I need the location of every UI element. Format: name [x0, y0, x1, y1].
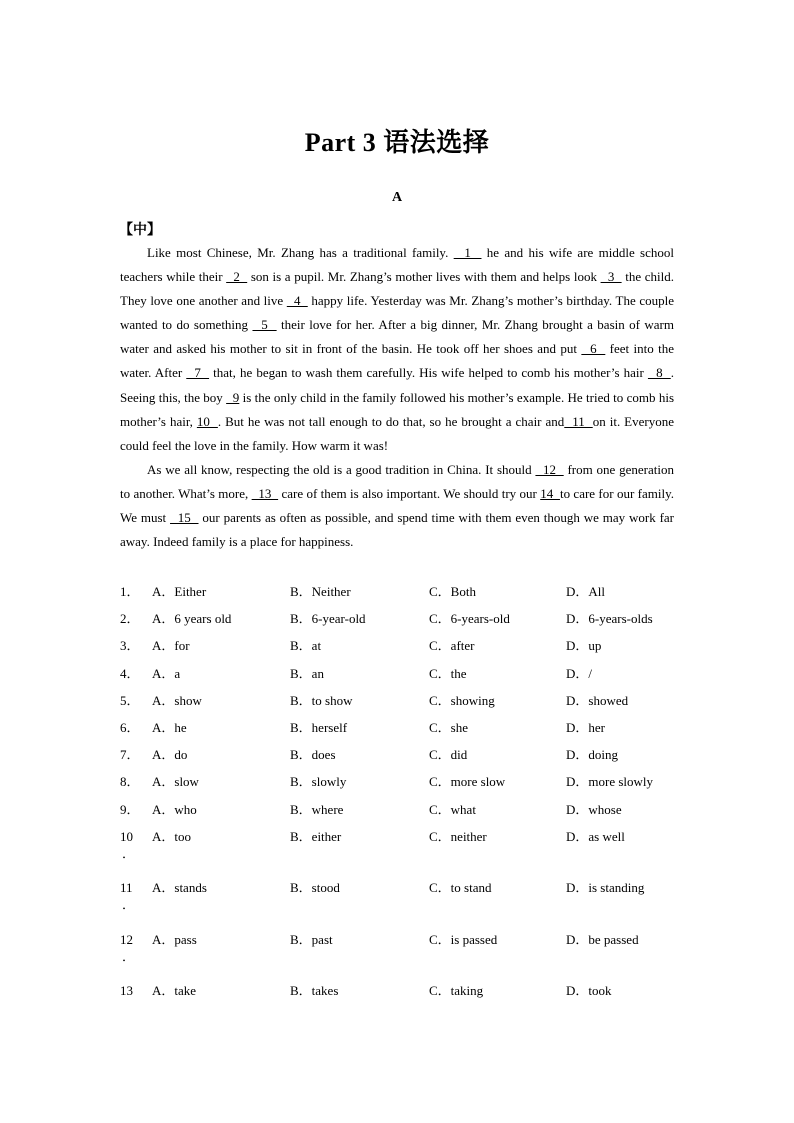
answer-option-b[interactable]: B．slowly — [290, 774, 347, 790]
question-number-text: 9． — [120, 801, 140, 817]
answer-blank: 6 — [581, 341, 606, 357]
passage-text: our parents as often as possible, and spend time with them even though we may work far away. Indeed family is a place for happiness. — [120, 510, 675, 550]
question-number — [120, 717, 144, 739]
answer-option-b[interactable]: B．to show — [290, 692, 353, 708]
answer-option-c[interactable]: C．to stand — [429, 880, 492, 896]
question-number — [120, 690, 144, 712]
passage-text: the child. They love one another and live — [120, 269, 674, 309]
answer-option-d[interactable]: D．6-years-olds — [566, 611, 653, 627]
answer-option-a[interactable]: A．stands — [152, 880, 207, 896]
answer-option-c[interactable]: C．taking — [429, 983, 484, 999]
answer-blank: 2 — [226, 269, 248, 285]
answer-option-a[interactable]: A．show — [152, 692, 202, 708]
answer-option-c[interactable]: C．more slow — [429, 774, 506, 790]
answer-option-a[interactable]: A．for — [152, 638, 190, 654]
answer-blank: 8 — [647, 365, 671, 381]
question-row — [120, 690, 680, 717]
question-number — [120, 744, 144, 766]
passage-text: feet into the water. After — [120, 341, 674, 381]
answer-option-d[interactable]: D．took — [566, 983, 612, 999]
passage-text: Like most Chinese, Mr. Zhang has a traditional family. — [147, 245, 454, 260]
question-row — [120, 771, 680, 798]
question-number — [120, 826, 144, 860]
question-row — [120, 608, 680, 635]
answer-option-c[interactable]: C．the — [429, 665, 467, 681]
answer-option-a[interactable]: A．a — [152, 665, 181, 681]
passage-text: is the only child in the family followed his mother’s example. He tried to comb his mother’s hair, — [120, 389, 675, 429]
question-number-dot: ． — [122, 845, 136, 861]
answer-option-c[interactable]: C．6-years-old — [429, 611, 510, 627]
passage-text: on it. Everyone could feel the love in the family. How warm it was! — [120, 413, 674, 453]
answer-option-a[interactable]: A．too — [152, 828, 192, 844]
passage-text: from one generation to another. What’s more, — [120, 461, 674, 501]
answer-option-b[interactable]: B．at — [290, 638, 322, 654]
passage-text: . But he was not tall enough to do that, so he brought a chair and — [217, 413, 565, 429]
passage-text: to care for our family. We must — [120, 485, 674, 526]
question-list — [120, 581, 680, 1007]
answer-blank: 7 — [186, 365, 210, 381]
section-label: A — [391, 190, 403, 205]
answer-option-c[interactable]: C．what — [429, 801, 476, 817]
answer-option-b[interactable]: B．past — [290, 931, 333, 947]
question-row — [120, 663, 680, 690]
question-number-text: 1． — [120, 584, 140, 599]
answer-option-b[interactable]: B．6-year-old — [290, 611, 366, 627]
question-number-text: 10 — [120, 828, 133, 844]
answer-blank: 4 — [286, 293, 308, 309]
question-number — [120, 581, 144, 603]
question-number — [120, 980, 144, 1002]
answer-option-d[interactable]: D．showed — [566, 692, 629, 708]
question-number-text: 12 — [120, 931, 133, 947]
answer-option-b[interactable]: B．either — [290, 828, 342, 844]
answer-option-c[interactable]: C．after — [429, 638, 475, 654]
answer-option-b[interactable]: B．an — [290, 665, 324, 681]
question-number-text: 4． — [120, 665, 140, 681]
answer-option-a[interactable]: A．take — [152, 983, 197, 999]
answer-option-d[interactable]: D．All — [566, 584, 606, 599]
answer-option-b[interactable]: B．takes — [290, 983, 339, 999]
answer-blank: 9 — [226, 389, 240, 405]
passage-text: son is a pupil. Mr. Zhang’s mother lives with them and helps look — [247, 269, 601, 285]
answer-option-a[interactable]: A．6 years old — [152, 611, 232, 627]
answer-option-d[interactable]: D．doing — [566, 747, 619, 763]
question-number-text: 11 — [120, 880, 133, 896]
question-number-text: 13 — [120, 983, 133, 999]
answer-option-c[interactable]: C．is passed — [429, 931, 498, 947]
answer-option-a[interactable]: A．who — [152, 801, 197, 817]
passage-text: . Seeing this, the boy — [120, 365, 674, 405]
question-number-dot: ． — [122, 948, 136, 964]
question-row — [120, 929, 680, 981]
page-title: Part 3 语法选择 — [304, 128, 490, 157]
question-number-text: 5． — [120, 692, 140, 708]
answer-blank: 15 — [170, 510, 199, 526]
answer-option-c[interactable]: C．neither — [429, 828, 487, 844]
answer-blank: 13 — [251, 485, 279, 501]
answer-option-d[interactable]: D．up — [566, 638, 602, 654]
question-row — [120, 877, 680, 929]
question-number — [120, 929, 144, 963]
question-number-text: 3． — [120, 638, 140, 654]
answer-option-a[interactable]: A．Either — [152, 584, 207, 599]
question-number-text: 8． — [120, 774, 140, 790]
question-row — [120, 799, 680, 826]
answer-option-c[interactable]: C．she — [429, 719, 469, 735]
question-number-text: 2． — [120, 611, 140, 627]
answer-option-c[interactable]: C．showing — [429, 692, 495, 708]
passage-text: he and his wife are middle school teachers while their — [120, 245, 674, 285]
answer-option-a[interactable]: A．slow — [152, 774, 199, 790]
answer-option-a[interactable]: A．do — [152, 747, 188, 763]
answer-option-c[interactable]: C．did — [429, 747, 468, 763]
answer-blank: 5 — [252, 317, 277, 333]
question-row — [120, 980, 680, 1007]
question-row — [120, 581, 680, 608]
question-number — [120, 877, 144, 911]
answer-option-d[interactable]: D．whose — [566, 801, 622, 817]
question-number-text: 7． — [120, 747, 140, 763]
answer-option-a[interactable]: A．he — [152, 719, 187, 735]
answer-option-b[interactable]: B．Neither — [290, 584, 351, 599]
answer-option-b[interactable]: B．where — [290, 801, 344, 817]
answer-blank: 10 — [196, 413, 218, 429]
answer-blank: 12 — [535, 461, 564, 477]
answer-option-b[interactable]: B．does — [290, 747, 336, 763]
passage-text: happy life. Yesterday was Mr. Zhang’s mother’s birthday. The couple wanted to do something — [120, 293, 674, 333]
difficulty-label: 【中】 — [119, 222, 161, 238]
passage-text: As we all know, respecting the old is a good tradition in China. It should — [147, 461, 536, 477]
answer-blank: 14 — [540, 485, 560, 501]
question-row — [120, 717, 680, 744]
answer-option-b[interactable]: B．herself — [290, 719, 348, 735]
answer-option-d[interactable]: D．her — [566, 719, 605, 735]
passage-paragraph — [120, 458, 674, 554]
answer-option-d[interactable]: D．more slowly — [566, 774, 654, 790]
reading-passage — [120, 241, 674, 554]
question-number-text: 6． — [120, 719, 140, 735]
answer-blank: 1 — [453, 245, 482, 260]
answer-option-d[interactable]: D．be passed — [566, 931, 639, 947]
answer-option-d[interactable]: D．/ — [566, 665, 593, 681]
question-number-dot: ． — [122, 897, 136, 913]
question-row — [120, 744, 680, 771]
passage-text: their love for her. After a big dinner, Mr. Zhang brought a basin of warm water and asked his mother to sit in front of the basin. He took off her shoes and put — [120, 317, 674, 357]
question-number — [120, 608, 144, 630]
answer-option-d[interactable]: D．is standing — [566, 880, 645, 896]
passage-text: that, he began to wash them carefully. His wife helped to comb his mother’s hair — [209, 365, 648, 381]
question-row — [120, 826, 680, 878]
passage-text: care of them is also important. We should try our — [278, 485, 541, 501]
passage-paragraph — [120, 241, 674, 458]
question-number — [120, 663, 144, 685]
answer-option-c[interactable]: C．Both — [429, 584, 476, 599]
question-number — [120, 771, 144, 793]
answer-option-b[interactable]: B．stood — [290, 880, 340, 896]
answer-option-a[interactable]: A．pass — [152, 931, 197, 947]
answer-blank: 11 — [564, 413, 593, 429]
question-number — [120, 635, 144, 657]
question-number — [120, 799, 144, 821]
question-row — [120, 635, 680, 662]
answer-option-d[interactable]: D．as well — [566, 828, 625, 844]
answer-blank: 3 — [600, 269, 622, 285]
